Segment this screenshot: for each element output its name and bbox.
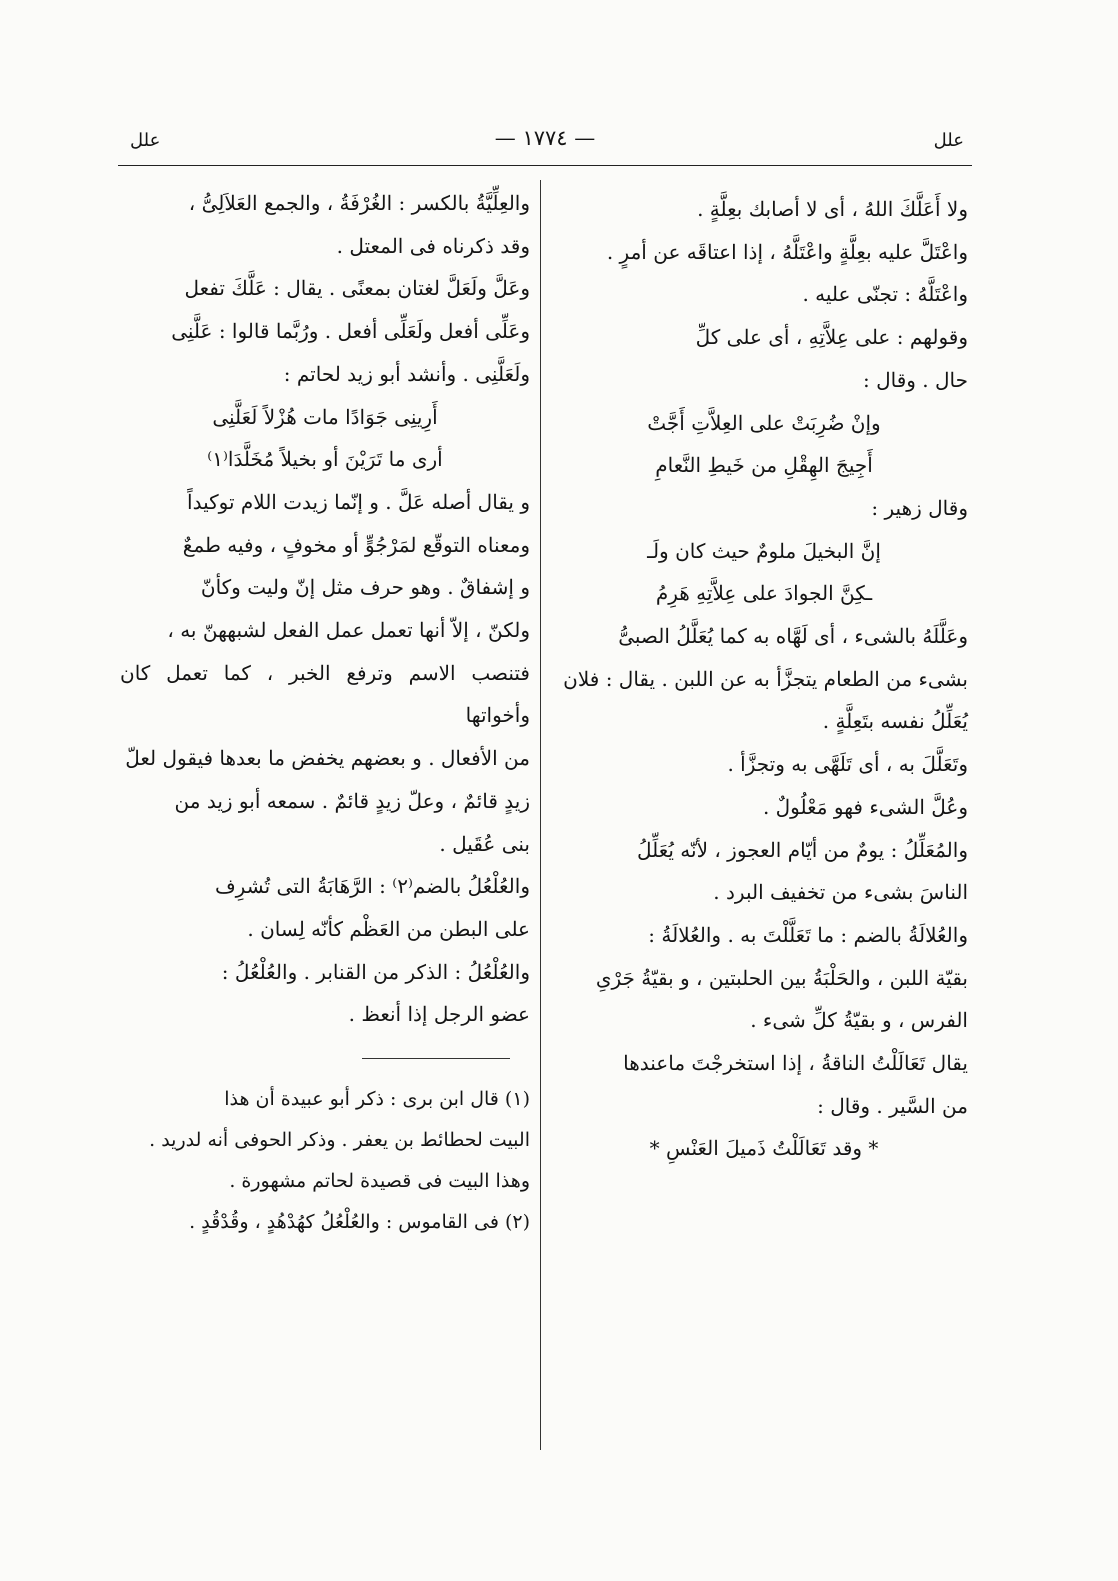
footnote-rule (362, 1058, 510, 1059)
entry-line: وقال زهير : (871, 495, 968, 520)
entry-line: ولكنّ ، إلاّ أنها تعمل عمل الفعل لشبههنّ به ، (167, 618, 530, 643)
entry-line: الفرس ، و بقيّةُ كلِّ شىء . (750, 1008, 968, 1033)
entry-line: من السَّير . وقال : (817, 1093, 968, 1118)
entry-line: من الأفعال . و بعضهم يخفض ما بعدها فيقول لعلّ (125, 746, 530, 771)
entry-line: والعُلْعُلُ : الذكر من القنابر . والعُلْعُلُ : (221, 959, 530, 984)
entry-line: وعُلَّ الشىء فهو مَعْلُولٌ . (762, 794, 968, 819)
verse-line: ـكِنَّ الجوادَ على عِلاَّتِهِ هَرِمُ (655, 581, 873, 606)
entry-line: يقال تَعَالَلْتُ الناقةُ ، إذا استخرجْتَ ماعندها (623, 1051, 968, 1076)
running-head-left: علل (130, 130, 161, 151)
entry-line: على البطن من العَظْم كأنّه لِسان . (247, 916, 530, 941)
entry-line: حال . وقال : (863, 367, 968, 392)
entry-line: وعَلَّ ولَعَلَّ لغتان بمعنًى . يقال : عَلَّكَ تفعل (184, 276, 530, 301)
entry-line: زيدٍ قائمٌ ، وعلّ زيدٍ قائمٌ . سمعه أبو زيد من (174, 788, 530, 813)
entry-line: والمُعَلِّلُ : يومٌ من أيّام العجوز ، لأنّه يُعَلِّلُ (636, 837, 968, 862)
verse-line: * وقد تَعَالَلْتُ ذَميلَ العَنْسِ * (649, 1136, 879, 1161)
entry-line: واعْتَلَّهُ : تجنّى عليه . (802, 282, 968, 307)
verse-line: إنَّ البخيلَ ملومٌ حيث كان ولَـ (647, 538, 881, 563)
entry-line: بنى عُقَيل . (439, 831, 530, 856)
entry-line: الناسَ بشىء من تخفيف البرد . (713, 880, 968, 905)
right-column (560, 188, 968, 1170)
entry-line: ومعناه التوقّع لمَرْجُوٍّ أو مخوفٍ ، وفيه طمعٌ (182, 532, 530, 557)
entry-line: بقيّة اللبن ، والحَلْبَةُ بين الحلبتين ، و بقيّةُ جَرْىِ (595, 965, 968, 990)
entry-line: واعْتَلَّ عليه بعِلَّةٍ واعْتَلَّهُ ، إذا اعتاقَه عن أمرٍ . (606, 239, 968, 264)
entry-line: وقد ذكرناه فى المعتل . (336, 233, 530, 258)
entry-line: ولَعَلَّنِى . وأنشد أبو زيد لحاتم : (283, 361, 530, 386)
entry-line: وقولهم : على عِلاَّتِهِ ، أى على كلِّ (695, 325, 968, 350)
page-header (118, 126, 972, 162)
entry-line: يُعَلِّلُ نفسه بتَعِلَّةٍ . (822, 709, 968, 734)
entry-line: ولا أَعَلَّكَ اللهُ ، أى لا أصابك بعِلَّةٍ . (697, 197, 968, 221)
entry-line: وعَلَّلَهُ بالشىء ، أى لَهَّاه به كما يُعَلَّلُ الصبىُّ (618, 624, 968, 649)
footnote-line: (١) قال ابن برى : ذكر أبو عبيدة أن هذا (224, 1088, 530, 1111)
verse-line: أَرِينِى جَوَادًا مات هُزْلاً لَعَلَّنِى (212, 404, 438, 429)
entry-line: و إشفاقٌ . وهو حرف مثل إنّ وليت وكأنّ (200, 575, 530, 600)
verse-line: وإنْ ضُرِبَتْ على العِلاَّتِ أَجَّتْ (647, 410, 881, 435)
entry-line: والعُلْعُلُ بالضم⁽٢⁾ : الرَّهَابَةُ التى تُشرِف (214, 874, 530, 899)
footnote-line: وهذا البيت فى قصيدة لحاتم مشهورة . (229, 1170, 530, 1193)
entry-line: وتَعَلَّلَ به ، أى تَلَهَّى به وتجزَّأ . (727, 752, 968, 777)
running-head-right: علل (933, 130, 964, 151)
page-number: — ١٧٧٤ — (494, 126, 596, 150)
entry-line: بشىء من الطعام يتجزَّأ به عن اللبن . يقال : فلان (563, 666, 968, 691)
left-column (120, 182, 530, 1243)
entry-line: والعُلالَةُ بالضم : ما تَعَلَّلْتَ به . والعُلالَةُ : (648, 922, 968, 947)
footnote-line: البيت لحطائط بن يعفر . وذكر الحوفى أنه لدريد . (149, 1129, 530, 1152)
header-rule (118, 165, 972, 166)
column-divider (540, 180, 541, 1450)
verse-line: أَجِيجَ الهِقْلِ من خَيطِ النَّعامِ (655, 453, 873, 478)
entry-line: والعِلِّيَّةُ بالكسر : الغُرْفَةُ ، والجمع العَلاَلِىُّ ، (188, 191, 530, 215)
entry-line: وعَلِّى أفعل ولَعَلِّى أفعل . ورُبَّما قالوا : عَلَّنِى (171, 319, 530, 344)
verse-line: أرى ما تَرَيْنَ أو بخيلاً مُخَلَّدَا⁽١⁾ (207, 447, 443, 472)
entry-line: فتنصب الاسم وترفع الخبر ، كما تعمل كان وأخواتها (120, 660, 530, 728)
entry-line: و يقال أصله عَلَّ . و إنّما زيدت اللام توكيداً (187, 489, 530, 514)
footnote-line: (٢) فى القاموس : والعُلْعُلُ كهُدْهُدٍ ، وقُدْقُدٍ . (189, 1211, 530, 1234)
entry-line: عضو الرجل إذا أنعظ . (348, 1002, 530, 1027)
